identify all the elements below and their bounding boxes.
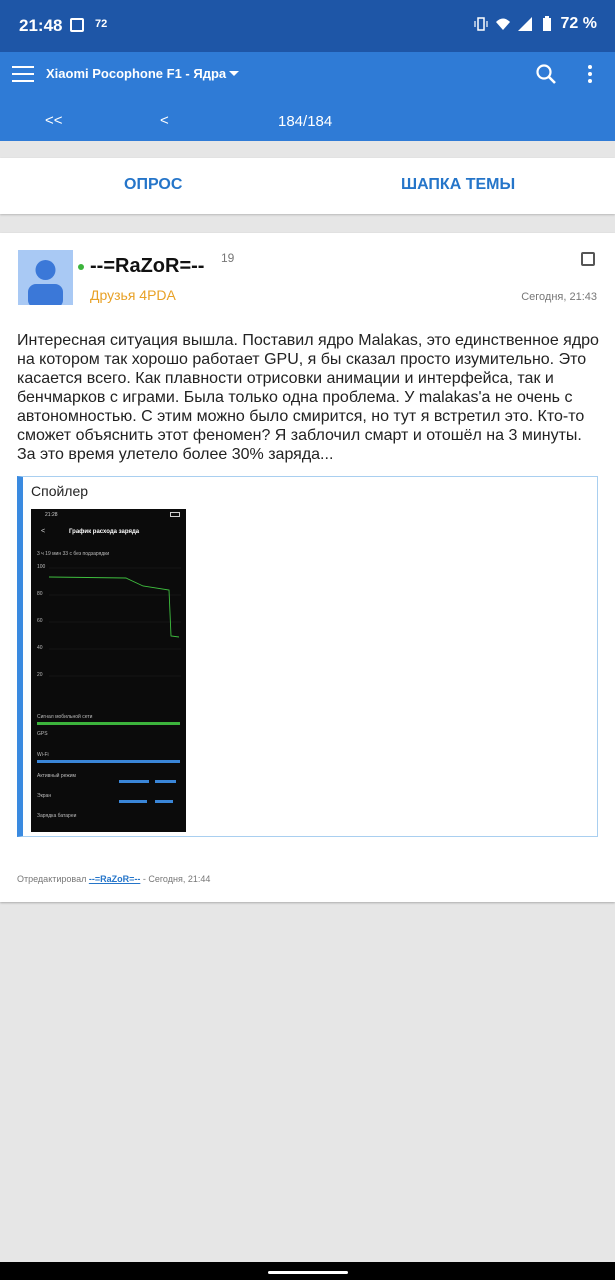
signal-icon bbox=[517, 16, 533, 32]
system-nav-bar bbox=[0, 1262, 615, 1280]
post-body: Интересная ситуация вышла. Поставил ядро Malakas, это единственное ядро на котором так хорошо работает GPU, я бы сказал просто изумительно. Это касается всего. Как плавности отрисовки анимации и интерфейса, так и бенчмарков с играми. Была только одна проблема. У malakas'a не очень с автономностью. С этим можно было смирится, но тут я встретил это. Кто-то сможет объяснить этот феномен? Я заблочил смарт и отошёл на 3 минуты. За это время улетело более 30% заряда... bbox=[17, 332, 599, 463]
screenshot-row-bar bbox=[37, 722, 180, 725]
screenshot-y-tick: 20 bbox=[37, 672, 43, 678]
notification-count: 72 bbox=[95, 18, 108, 30]
screenshot-row-label: Экран bbox=[37, 793, 52, 799]
online-indicator bbox=[78, 264, 84, 270]
spoiler-title[interactable]: Спойлер bbox=[31, 483, 89, 499]
home-gesture-pill[interactable] bbox=[268, 1271, 348, 1274]
edited-suffix: - Сегодня, 21:44 bbox=[140, 874, 211, 884]
user-silhouette-icon bbox=[18, 250, 73, 305]
screenshot-row-label: GPS bbox=[37, 731, 48, 737]
screenshot-battery-graph bbox=[31, 564, 186, 699]
search-icon[interactable] bbox=[535, 63, 557, 85]
screenshot-battery-icon bbox=[170, 512, 180, 517]
chevron-down-icon[interactable] bbox=[229, 71, 239, 76]
tab-topic-header[interactable]: ШАПКА ТЕМЫ bbox=[401, 176, 516, 193]
screenshot-row-label: Активный режим bbox=[37, 773, 76, 779]
select-post-checkbox[interactable] bbox=[581, 252, 595, 266]
edited-prefix: Отредактировал bbox=[17, 874, 89, 884]
status-icons bbox=[473, 15, 597, 33]
screenshot-y-tick: 100 bbox=[37, 564, 46, 570]
edited-by-link[interactable]: --=RaZoR=-- bbox=[88, 874, 141, 884]
screenshot-title: График расхода заряда bbox=[69, 529, 140, 535]
page-indicator[interactable]: 184/184 bbox=[278, 113, 333, 130]
user-group: Друзья 4PDA bbox=[90, 287, 176, 303]
spoiler[interactable] bbox=[17, 476, 598, 837]
avatar[interactable] bbox=[18, 250, 73, 305]
post-date: Сегодня, 21:43 bbox=[521, 291, 597, 303]
tab-poll[interactable]: ОПРОС bbox=[124, 176, 183, 193]
screenshot-row-label: Зарядка батареи bbox=[37, 813, 77, 819]
status-time: 21:48 bbox=[19, 16, 63, 35]
screenshot-row-label: Сигнал мобильной сети bbox=[37, 714, 93, 720]
screenshot-time: 21:28 bbox=[45, 512, 58, 518]
screenshot-subtitle: 3 ч 19 мин 33 с без подзарядки bbox=[37, 551, 110, 557]
post-author[interactable]: --=RaZoR=-- bbox=[90, 255, 205, 277]
screenshot-row-bar bbox=[119, 800, 147, 803]
screenshot-row-bar bbox=[155, 800, 173, 803]
battery-level: 72 % bbox=[560, 15, 597, 32]
attached-screenshot[interactable] bbox=[31, 509, 186, 832]
post-card bbox=[0, 233, 615, 902]
screenshot-back-icon: < bbox=[41, 528, 46, 535]
screenshot-y-tick: 80 bbox=[37, 591, 43, 597]
reputation-count[interactable]: 19 bbox=[221, 251, 235, 265]
screenshot-y-tick: 40 bbox=[37, 645, 43, 651]
screenshot-row-label: Wi-Fi bbox=[37, 752, 49, 758]
more-options-icon[interactable] bbox=[588, 65, 594, 85]
wifi-icon bbox=[495, 16, 511, 32]
status-bar bbox=[0, 0, 615, 52]
screenshot-y-tick: 60 bbox=[37, 618, 43, 624]
vibrate-icon bbox=[473, 16, 489, 32]
screenshot-row-bar bbox=[155, 780, 176, 783]
menu-icon[interactable] bbox=[12, 66, 34, 82]
app-bar bbox=[0, 52, 615, 141]
topic-title[interactable]: Xiaomi Pocophone F1 - Ядра bbox=[46, 66, 227, 81]
edited-note bbox=[17, 874, 210, 884]
first-page-button[interactable]: << bbox=[45, 112, 63, 129]
prev-page-button[interactable]: < bbox=[160, 112, 169, 129]
screenshot-row-bar bbox=[37, 760, 180, 763]
topic-tabs bbox=[0, 158, 615, 214]
battery-icon bbox=[539, 16, 555, 32]
notification-icon bbox=[70, 18, 84, 32]
screenshot-row-bar bbox=[119, 780, 149, 783]
